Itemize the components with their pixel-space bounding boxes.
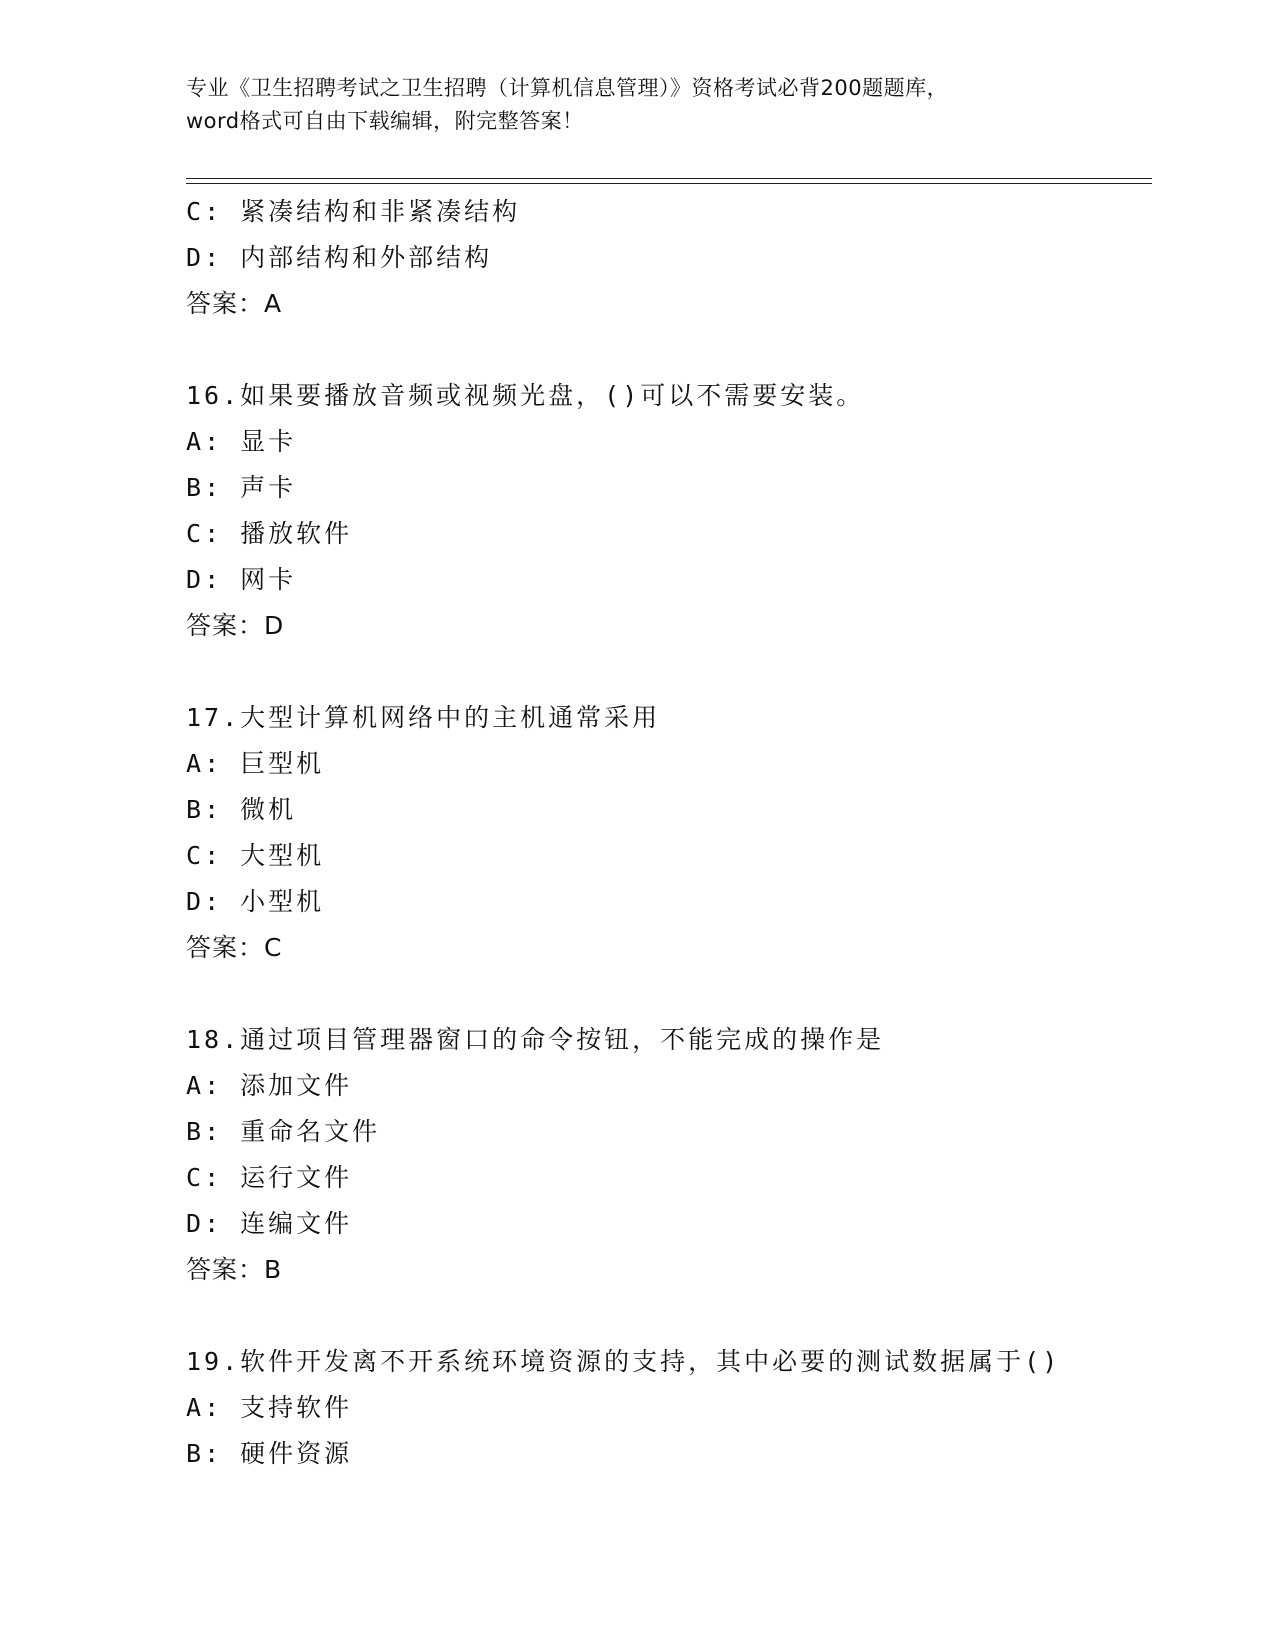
question-stem bbox=[186, 1017, 1186, 1063]
option-letter: B bbox=[186, 1439, 205, 1468]
question-block-17 bbox=[186, 695, 1186, 971]
question-block-16 bbox=[186, 373, 1186, 649]
option-text: 显卡 bbox=[240, 427, 297, 456]
option-line bbox=[186, 1063, 1186, 1109]
option-separator: : bbox=[204, 1163, 241, 1192]
question-number: 18. bbox=[186, 1025, 241, 1054]
option-text: 支持软件 bbox=[240, 1393, 353, 1422]
option-text: 连编文件 bbox=[240, 1209, 353, 1238]
answer-label: 答案： bbox=[186, 933, 265, 962]
option-letter: C bbox=[186, 519, 205, 548]
answer-value: B bbox=[264, 1255, 283, 1284]
option-text: 网卡 bbox=[240, 565, 297, 594]
option-line bbox=[186, 419, 1186, 465]
option-text: 巨型机 bbox=[240, 749, 325, 778]
option-text: 小型机 bbox=[240, 887, 325, 916]
question-text: 软件开发离不开系统环境资源的支持，其中必要的测试数据属于() bbox=[240, 1347, 1061, 1376]
answer-line bbox=[186, 925, 1186, 971]
option-text: 硬件资源 bbox=[240, 1439, 353, 1468]
option-text: 重命名文件 bbox=[240, 1117, 381, 1146]
option-letter: C bbox=[186, 1163, 205, 1192]
question-text: 大型计算机网络中的主机通常采用 bbox=[240, 703, 661, 732]
option-letter: D bbox=[186, 243, 205, 272]
option-separator: : bbox=[204, 795, 241, 824]
option-separator: : bbox=[204, 841, 241, 870]
option-separator: : bbox=[204, 565, 241, 594]
option-separator: : bbox=[204, 749, 241, 778]
answer-line bbox=[186, 281, 1186, 327]
option-text: 运行文件 bbox=[240, 1163, 353, 1192]
option-letter: B bbox=[186, 473, 205, 502]
option-separator: : bbox=[204, 473, 241, 502]
header-divider-bottom bbox=[186, 183, 1152, 184]
option-text: 微机 bbox=[240, 795, 297, 824]
question-block-19 bbox=[186, 1339, 1186, 1477]
option-letter: D bbox=[186, 1209, 205, 1238]
question-number: 16. bbox=[186, 381, 241, 410]
question-stem bbox=[186, 373, 1186, 419]
option-separator: : bbox=[204, 243, 241, 272]
option-letter: A bbox=[186, 1393, 205, 1422]
option-line bbox=[186, 833, 1186, 879]
option-separator: : bbox=[204, 887, 241, 916]
option-letter: C bbox=[186, 197, 205, 226]
option-separator: : bbox=[204, 1393, 241, 1422]
option-line bbox=[186, 1109, 1186, 1155]
answer-label: 答案： bbox=[186, 611, 265, 640]
option-line bbox=[186, 465, 1186, 511]
option-separator: : bbox=[204, 1439, 241, 1468]
option-line bbox=[186, 1155, 1186, 1201]
header-line-2: word格式可自由下载编辑，附完整答案！ bbox=[186, 109, 584, 133]
question-gap bbox=[186, 971, 1186, 1017]
header-divider-top bbox=[186, 178, 1152, 179]
answer-value: A bbox=[264, 289, 283, 318]
question-text: 如果要播放音频或视频光盘，()可以不需要安装。 bbox=[240, 381, 865, 410]
answer-line bbox=[186, 1247, 1186, 1293]
answer-value: C bbox=[264, 933, 283, 962]
option-line bbox=[186, 189, 1186, 235]
option-separator: : bbox=[204, 427, 241, 456]
option-text: 紧凑结构和非紧凑结构 bbox=[240, 197, 521, 226]
document-header bbox=[186, 72, 1086, 138]
option-line bbox=[186, 235, 1186, 281]
answer-value: D bbox=[264, 611, 285, 640]
question-text: 通过项目管理器窗口的命令按钮，不能完成的操作是 bbox=[240, 1025, 885, 1054]
option-separator: : bbox=[204, 1209, 241, 1238]
option-separator: : bbox=[204, 1071, 241, 1100]
answer-label: 答案： bbox=[186, 289, 265, 318]
option-line bbox=[186, 1385, 1186, 1431]
option-line bbox=[186, 557, 1186, 603]
option-text: 内部结构和外部结构 bbox=[240, 243, 493, 272]
option-line bbox=[186, 1431, 1186, 1477]
question-list bbox=[186, 189, 1186, 1477]
option-separator: : bbox=[204, 519, 241, 548]
option-letter: C bbox=[186, 841, 205, 870]
question-gap bbox=[186, 1293, 1186, 1339]
option-letter: A bbox=[186, 427, 205, 456]
option-line bbox=[186, 511, 1186, 557]
option-letter: D bbox=[186, 565, 205, 594]
option-separator: : bbox=[204, 1117, 241, 1146]
option-letter: A bbox=[186, 749, 205, 778]
answer-label: 答案： bbox=[186, 1255, 265, 1284]
option-letter: D bbox=[186, 887, 205, 916]
option-line bbox=[186, 787, 1186, 833]
header-line-1: 专业《卫生招聘考试之卫生招聘（计算机信息管理）》资格考试必背200题题库， bbox=[186, 76, 949, 100]
option-text: 大型机 bbox=[240, 841, 325, 870]
option-text: 添加文件 bbox=[240, 1071, 353, 1100]
option-text: 声卡 bbox=[240, 473, 297, 502]
question-stem bbox=[186, 695, 1186, 741]
option-separator: : bbox=[204, 197, 241, 226]
option-letter: A bbox=[186, 1071, 205, 1100]
prev-question-block bbox=[186, 189, 1186, 327]
question-gap bbox=[186, 649, 1186, 695]
option-line bbox=[186, 1201, 1186, 1247]
answer-line bbox=[186, 603, 1186, 649]
option-letter: B bbox=[186, 1117, 205, 1146]
option-text: 播放软件 bbox=[240, 519, 353, 548]
question-number: 19. bbox=[186, 1347, 241, 1376]
question-stem bbox=[186, 1339, 1186, 1385]
option-letter: B bbox=[186, 795, 205, 824]
question-number: 17. bbox=[186, 703, 241, 732]
option-line bbox=[186, 741, 1186, 787]
option-line bbox=[186, 879, 1186, 925]
question-block-18 bbox=[186, 1017, 1186, 1293]
question-gap bbox=[186, 327, 1186, 373]
